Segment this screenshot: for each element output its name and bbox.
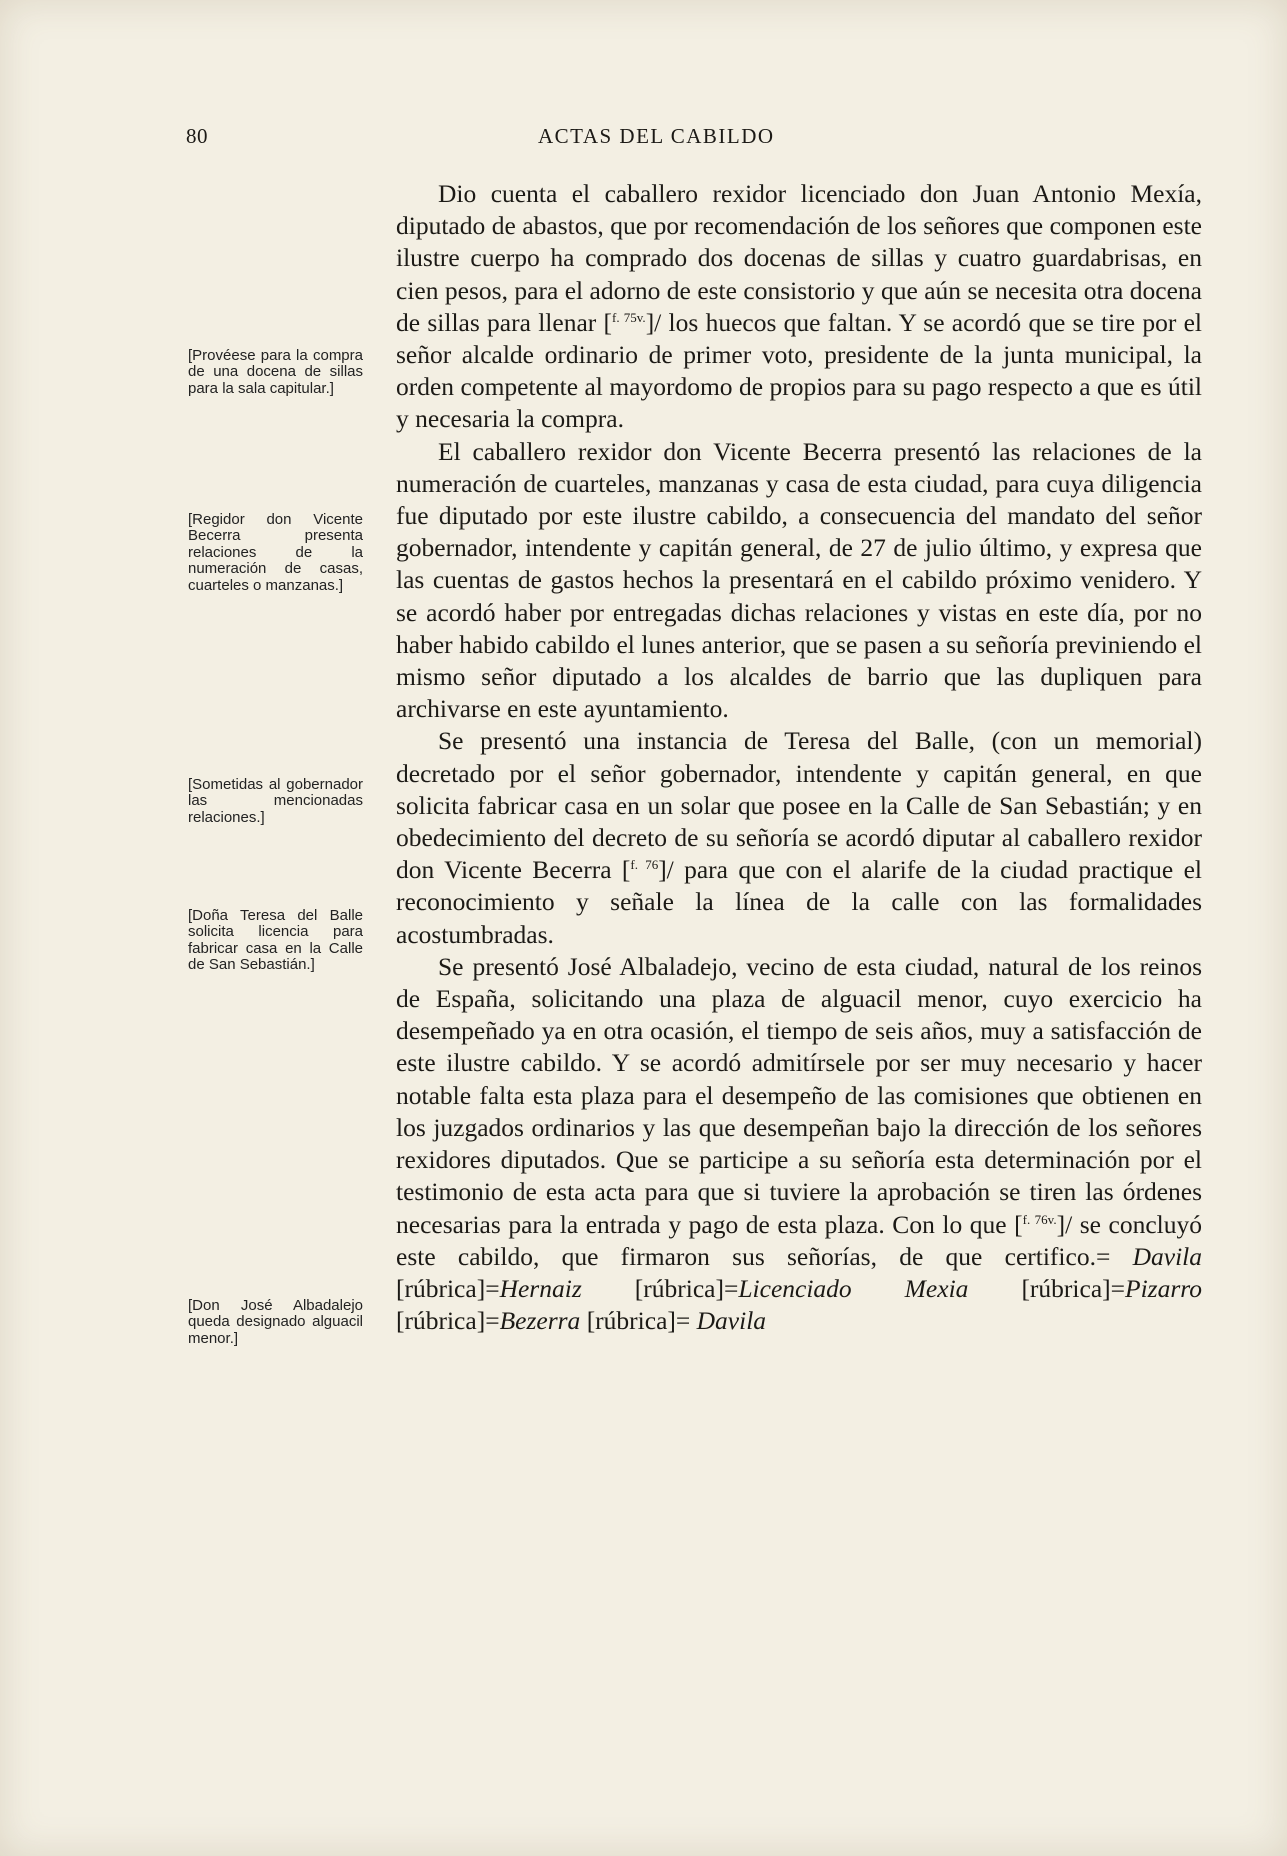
margin-note-sillas: [Provéese para la compra de una docena de sillas para la sala capitular.] (188, 347, 363, 397)
margin-note-albadalejo: [Don José Albadalejo queda designado alguacil menor.] (188, 1297, 363, 1347)
folio-prefix: f. (1022, 1211, 1031, 1227)
main-text (396, 178, 1202, 1337)
paragraph-text: ]/ se concluyó este cabildo, que firmaron sus señorías, de que certifico.= (396, 1209, 1202, 1271)
paragraph-text: ]/ para que con el alarife de la ciudad practique el reconocimiento y señale la línea de la calle con las formalidades acostumbradas. (396, 855, 1203, 949)
rubrica-mark: [rúbrica]= (634, 1273, 739, 1303)
rubrica-mark: [rúbrica]= (396, 1273, 500, 1303)
paragraph-albaladejo (396, 951, 1202, 1337)
folio-prefix: f. (612, 309, 620, 325)
folio-marker (630, 857, 658, 872)
rubrica-mark: [rúbrica]= (396, 1306, 500, 1336)
paragraph-text: Se presentó una instancia de Teresa del Balle, (con un memorial) decretado por el señor gobernador, intendente y capitán general, en que solicita fabricar casa en un solar que posee en la Calle de San Sebastián; y en obedecimiento del decreto de su señoría se acordó diputar al caballero rexidor don Vicente Becerra [ (396, 726, 1202, 885)
signature-davila-final: Davila (696, 1306, 767, 1336)
folio-number: 75v. (623, 309, 646, 325)
folio-number: 76 (645, 857, 659, 873)
folio-prefix: f. (630, 857, 638, 873)
paragraph-text: Dio cuenta el caballero rexidor licenciado don Juan Antonio Mexía, diputado de abastos, que por recomendación de los señores que componen este ilustre cuerpo ha comprado dos docenas de sillas y cuatro guardabrisas, en cien pesos, para el adorno de este consistorio y que aún se necesita otra docena de sillas para llenar [ (396, 179, 1202, 337)
paragraph-text: Se presentó José Albaladejo, vecino de esta ciudad, natural de los reinos de España, solicitando una plaza de alguacil menor, cuyo exercicio ha desempeñado ya en otra ocasión, el tiempo de seis años, muy a satisfacción de este ilustre cabildo. Y se acordó admitírsele por ser muy necesario y hacer notable falta esta plaza para el desempeño de las comisiones que obtienen en los juzgados ordinarios y las que desempeñan bajo la dirección de los señores rexidores diputados. Que se participe a su señoría esta determinación por el testimonio de esta acta para que si tuviere la aprobación se tiren las órdenes necesarias para la entrada y pago de esta plaza. Con lo que [ (396, 951, 1202, 1239)
signature-bezerra: Bezerra (499, 1306, 581, 1336)
signature-davila: Davila (1132, 1241, 1202, 1271)
margin-note-teresa-balle: [Doña Teresa del Balle solicita licencia para fabricar casa en la Calle de San Sebastián.] (188, 907, 363, 974)
signature-mexia: Licenciado Mexia (738, 1273, 969, 1303)
margin-note-gobernador: [Sometidas al gobernador las mencionadas relaciones.] (188, 776, 363, 826)
page-number: 80 (186, 124, 208, 148)
folio-number: 76v. (1034, 1211, 1057, 1227)
paragraph-becerra: El caballero rexidor don Vicente Becerra presentó las relaciones de la numeración de cuarteles, manzanas y casa de esta ciudad, para cuya diligencia fue diputado por este ilustre cabildo, a consecuencia del mandato del señor gobernador, intendente y capitán general, de 27 de julio último, y expresa que las cuentas de gastos hechos la presentará en el cabildo próximo venidero. Y se acordó haber por entregadas dichas relaciones y vistas en este día, por no haber habido cabildo el lunes anterior, que se pasen a su señoría previniendo el mismo señor diputado a los alcaldes de barrio que las dupliquen para archivarse en este ayuntamiento. (396, 436, 1202, 724)
paragraph-text: ]/ los huecos que faltan. Y se acordó que se tire por el señor alcalde ordinario de primer voto, presidente de la junta municipal, la orden competente al mayordomo de propios para su pago respecto a que es útil y necesaria la compra. (396, 307, 1203, 434)
paragraph-teresa-balle (396, 725, 1202, 950)
paragraph-sillas (396, 178, 1202, 436)
signature-hernaiz: Hernaiz (499, 1273, 582, 1303)
folio-marker (612, 310, 646, 325)
rubrica-mark: [rúbrica]= (586, 1306, 691, 1336)
signature-pizarro: Pizarro (1125, 1273, 1203, 1303)
folio-marker (1023, 1212, 1057, 1227)
margin-note-becerra: [Regidor don Vicente Becerra presenta relaciones de la numeración de casas, cuarteles o manzanas.] (188, 511, 363, 594)
running-title: ACTAS DEL CABILDO (538, 124, 775, 148)
rubrica-mark: [rúbrica]= (1021, 1273, 1126, 1303)
